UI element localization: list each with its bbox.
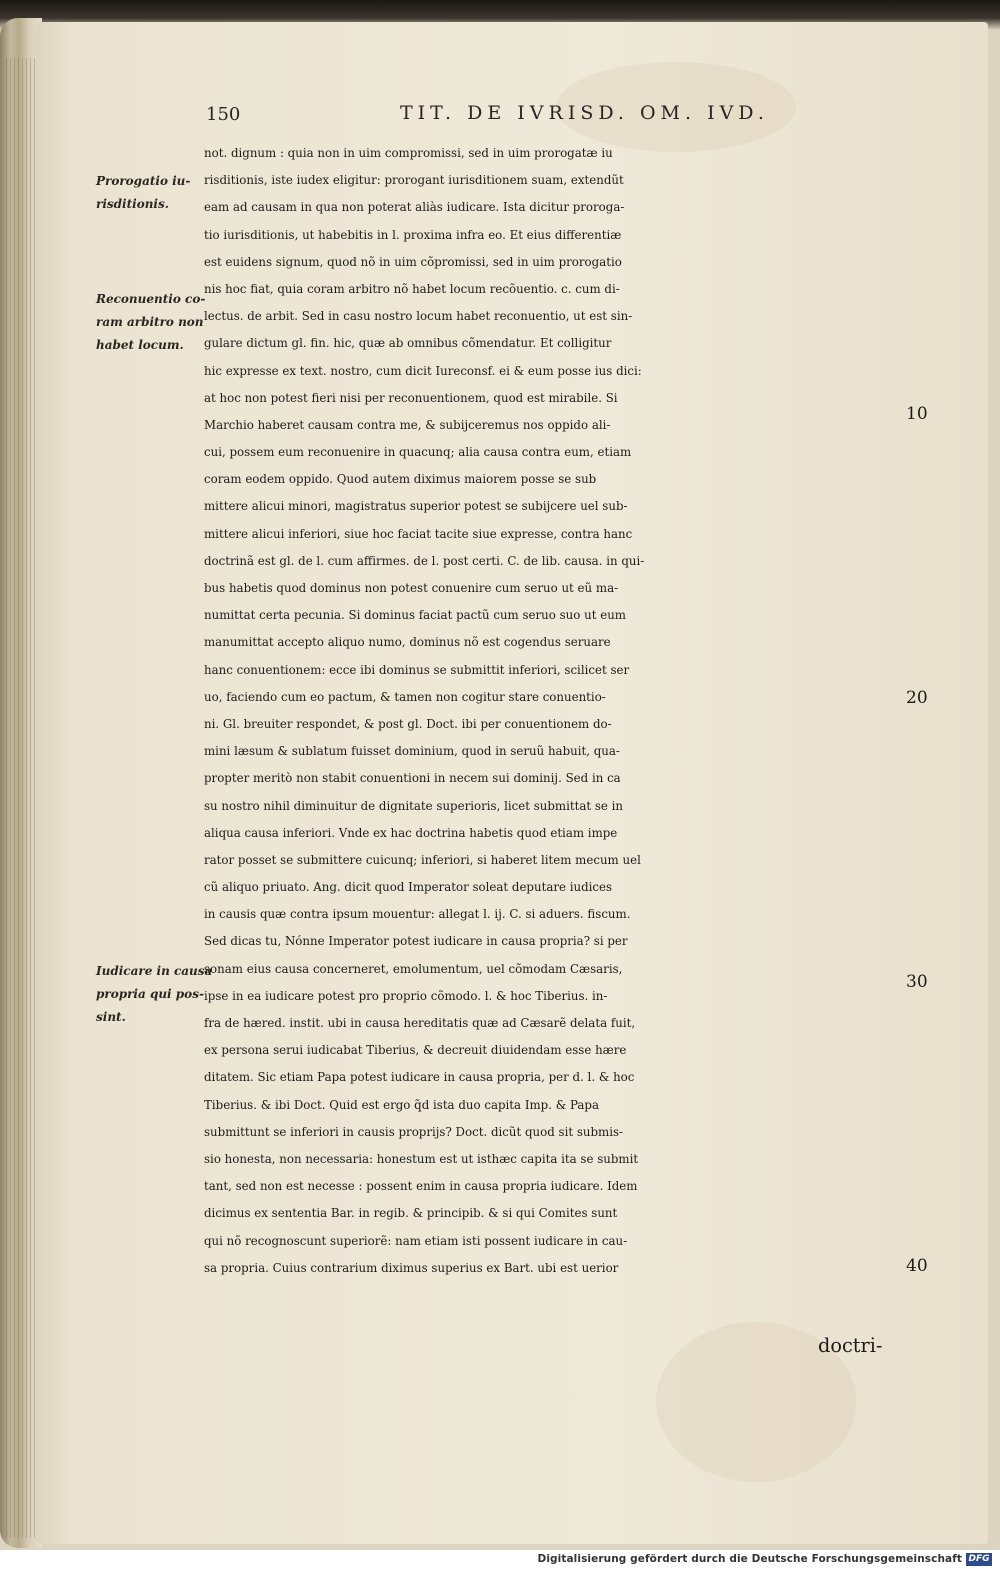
dfg-logo: DFG: [966, 1553, 992, 1566]
text-line: numittat certa pecunia. Si dominus faciat pactũ cum seruo suo ut eum: [204, 608, 626, 623]
text-line: eam ad causam in qua non poterat aliàs iudicare. Ista dicitur proroga-: [204, 200, 625, 215]
text-line: Marchio haberet causam contra me, & subijceremus nos oppido ali-: [204, 417, 611, 432]
marginal-note-line: habet locum.: [96, 338, 184, 352]
text-line: bus habetis quod dominus non potest conuenire cum seruo ut eũ ma-: [204, 581, 619, 595]
text-line: doctrinã est gl. de l. cum affirmes. de l. post certi. C. de lib. causa. in qui-: [204, 553, 645, 568]
text-line: hanc conuentionem: ecce ibi dominus se submittit inferiori, scilicet ser: [204, 662, 630, 677]
text-line: nis hoc fiat, quia coram arbitro nõ habet locum recõuentio. c. cum di-: [204, 281, 620, 296]
marginal-note-iudicare: [96, 960, 213, 1029]
text-line: ex persona serui iudicabat Tiberius, & decreuit diuidendam esse hære: [204, 1043, 627, 1058]
text-line: qui nõ recognoscunt superiorẽ: nam etiam isti possent iudicare in cau-: [204, 1233, 628, 1248]
text-line: not. dignum : quia non in uim compromissi, sed in uim prorogatæ iu: [204, 146, 613, 160]
text-line: in causis quæ contra ipsum mouentur: allegat l. ij. C. si aduers. fiscum.: [204, 907, 631, 922]
marginal-note-line: propria qui pos-: [96, 987, 204, 1001]
text-line: sio honesta, non necessaria: honestum est ut isthæc capita ita se submit: [204, 1151, 639, 1166]
text-line: hic expresse ex text. nostro, cum dicit Iureconsf. ei & eum posse ius dici:: [204, 363, 642, 378]
marginal-note-line: risditionis.: [96, 197, 169, 211]
text-line: risditionis, iste iudex eligitur: prorogant iurisditionem suam, extendũt: [204, 173, 624, 188]
text-line: lectus. de arbit. Sed in casu nostro locum habet reconuentio, ut est sin-: [204, 309, 633, 324]
running-head: TIT. DE IVRISD. OM. IVD.: [400, 102, 769, 124]
body-text: [204, 140, 904, 1282]
text-line: est euidens signum, quod nõ in uim cõpromissi, sed in uim prorogatio: [204, 254, 622, 269]
text-line: tio iurisditionis, ut habebitis in l. proxima infra eo. Et eius differentiæ: [204, 227, 622, 242]
text-line: mini læsum & sublatum fuisset dominium, quod in seruũ habuit, qua-: [204, 744, 620, 759]
dfg-credit: Digitalisierung gefördert durch die Deutsche Forschungsgemeinschaft: [537, 1553, 962, 1565]
text-line: uo, faciendo cum eo pactum, & tamen non cogitur stare conuentio-: [204, 689, 606, 704]
text-line: manumittat accepto aliquo numo, dominus nõ est cogendus seruare: [204, 635, 611, 650]
page-number: 150: [206, 104, 241, 125]
text-line: mittere alicui minori, magistratus superior potest se subijcere uel sub-: [204, 499, 628, 514]
text-line: at hoc non potest fieri nisi per reconuentionem, quod est mirabile. Si: [204, 390, 618, 405]
line-number: 40: [906, 1256, 928, 1276]
text-line: sa propria. Cuius contrarium diximus superius ex Bart. ubi est uerior: [204, 1260, 619, 1275]
text-line: ipse in ea iudicare potest pro proprio cõmodo. l. & hoc Tiberius. in-: [204, 988, 608, 1003]
text-line: cũ aliquo priuato. Ang. dicit quod Imperator soleat deputare iudices: [204, 880, 613, 895]
text-line: Tiberius. & ibi Doct. Quid est ergo q̃d ista duo capita Imp. & Papa: [204, 1097, 600, 1112]
marginal-note-line: ram arbitro non: [96, 315, 204, 329]
marginal-note-prorogatio: [96, 170, 204, 216]
text-line: fra de hæred. instit. ubi in causa hereditatis quæ ad Cæsarẽ delata fuit,: [204, 1016, 636, 1030]
text-line: su nostro nihil diminuitur de dignitate superioris, licet submittat se in: [204, 798, 624, 813]
text-line: sonam eius causa concerneret, emolumentum, uel cõmodam Cæsaris,: [204, 961, 623, 976]
marginal-note-line: Prorogatio iu-: [96, 174, 191, 188]
text-line: propter meritò non stabit conuentioni in necem sui dominij. Sed in ca: [204, 771, 621, 786]
marginal-note-line: Iudicare in causa: [96, 964, 213, 978]
text-line: mittere alicui inferiori, siue hoc faciat tacite siue expresse, contra hanc: [204, 526, 633, 541]
page-edge-lines: [6, 58, 36, 1538]
marginal-note-line: Reconuentio co-: [96, 292, 206, 306]
text-line: gulare dictum gl. fin. hic, quæ ab omnibus cõmendatur. Et colligitur: [204, 336, 612, 351]
text-line: ni. Gl. breuiter respondet, & post gl. Doct. ibi per conuentionem do-: [204, 716, 612, 731]
text-line: submittunt se inferiori in causis proprijs? Doct. dicũt quod sit submis-: [204, 1124, 624, 1139]
text-line: aliqua causa inferiori. Vnde ex hac doctrina habetis quod etiam impe: [204, 825, 618, 840]
line-number: 30: [906, 972, 928, 992]
text-line: dicimus ex sententia Bar. in regib. & principib. & si qui Comites sunt: [204, 1206, 618, 1221]
text-line: coram eodem oppido. Quod autem diximus maiorem posse se sub: [204, 472, 597, 487]
text-line: cui, possem eum reconuenire in quacunq; alia causa contra eum, etiam: [204, 445, 632, 460]
text-line: Sed dicas tu, Nónne Imperator potest iudicare in causa propria? si per: [204, 934, 628, 949]
catchword: doctri-: [818, 1334, 883, 1357]
text-line: ditatem. Sic etiam Papa potest iudicare in causa propria, per d. l. & hoc: [204, 1070, 635, 1085]
marginal-note-line: sint.: [96, 1010, 126, 1024]
line-number: 20: [906, 688, 928, 708]
marginal-note-reconuentio: [96, 288, 204, 357]
text-line: rator posset se submittere cuicunq; inferiori, si haberet litem mecum uel: [204, 852, 641, 867]
line-number: 10: [906, 404, 928, 424]
text-line: tant, sed non est necesse : possent enim in causa propria iudicare. Idem: [204, 1179, 638, 1194]
